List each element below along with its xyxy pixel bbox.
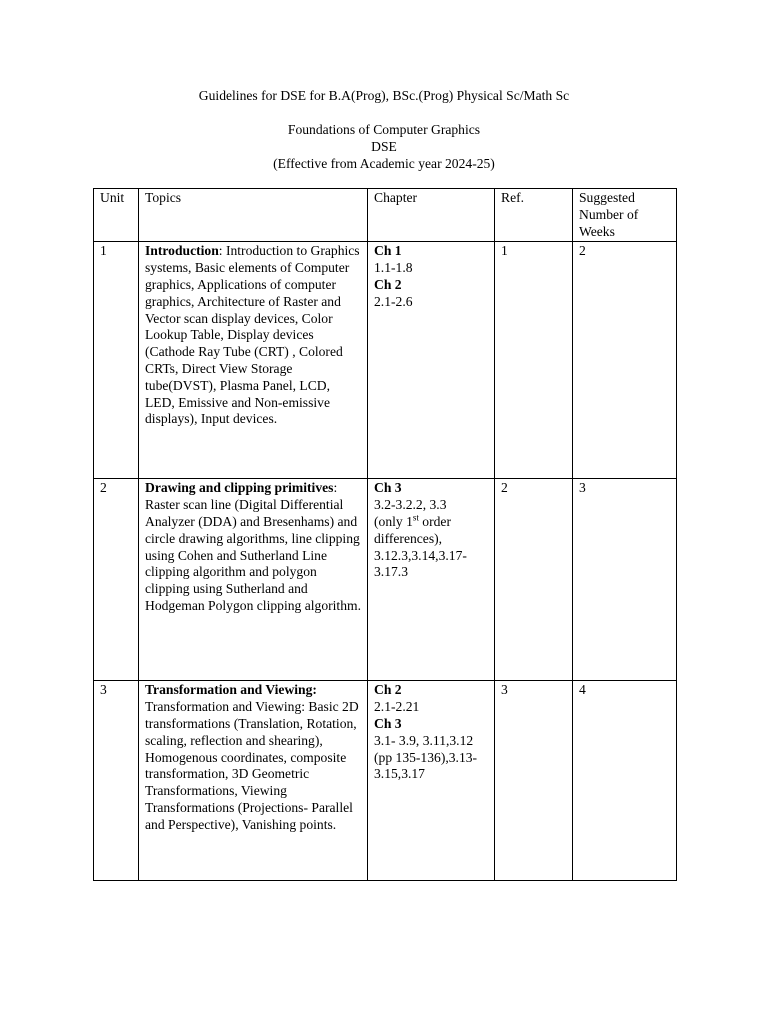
chapter-cell <box>368 242 495 479</box>
column-header-chapter: Chapter <box>368 189 495 242</box>
topic-body: Transformation and Viewing: Basic 2D transformations (Translation, Rotation, scaling, reflection and shearing), Homogenous coordinates, composite transformation, 3D Geometric Transformations, Viewing Transformations (Projections- Parallel and Perspective), Vanishing points. <box>145 699 359 832</box>
ref-cell: 3 <box>495 681 573 881</box>
unit-cell: 3 <box>94 681 139 881</box>
topic-heading: Introduction <box>145 243 219 259</box>
effective-year: (Effective from Academic year 2024-25) <box>273 156 495 171</box>
table-header-row <box>94 189 677 242</box>
column-header-topics: Topics <box>139 189 368 242</box>
ref-cell: 2 <box>495 479 573 681</box>
table-row <box>94 681 677 881</box>
chapter-note-superscript: st <box>412 512 419 523</box>
topic-body: : Raster scan line (Digital Differential Analyzer (DDA) and Bresenhams) and circle drawing algorithms, line clipping using Cohen and Sutherland Line clipping algorithm and polygon clipping using Sutherland and Hodgeman Polygon clipping algorithm. <box>145 480 361 613</box>
chapter-note-text: (only 1 <box>374 513 413 529</box>
table-row <box>94 242 677 479</box>
chapter-label: Ch 2 <box>374 276 402 292</box>
table-row <box>94 479 677 681</box>
ref-cell: 1 <box>495 242 573 479</box>
topics-cell <box>139 242 368 479</box>
chapter-sections: 3.1- 3.9, 3.11,3.12 (pp 135-136),3.13-3.15,3.17 <box>374 732 478 782</box>
chapter-sections: 3.2-3.2.2, 3.3 <box>374 497 447 513</box>
unit-cell: 1 <box>94 242 139 479</box>
chapter-cell <box>368 681 495 881</box>
chapter-label: Ch 3 <box>374 480 402 496</box>
unit-cell: 2 <box>94 479 139 681</box>
chapter-label: Ch 3 <box>374 715 402 731</box>
weeks-cell: 3 <box>573 479 677 681</box>
column-header-weeks: Suggested Number of Weeks <box>573 189 677 242</box>
column-header-ref: Ref. <box>495 189 573 242</box>
document-title: Guidelines for DSE for B.A(Prog), BSc.(Prog) Physical Sc/Math Sc <box>198 88 570 103</box>
topic-heading: Drawing and clipping primitives <box>145 480 334 496</box>
topic-heading: Transformation and Viewing: <box>145 682 317 698</box>
chapter-cell <box>368 479 495 681</box>
chapter-note-text: order differences), <box>374 513 451 546</box>
chapter-label: Ch 1 <box>374 243 402 259</box>
chapter-label: Ch 2 <box>374 682 402 698</box>
syllabus-table <box>93 188 677 881</box>
topic-body: : Introduction to Graphics systems, Basic elements of Computer graphics, Applications of computer graphics, Architecture of Raster and Vector scan display devices, Color Lookup Table, Display devices (Cathode Ray Tube (CRT) , Colored CRTs, Direct View Storage tube(DVST), Plasma Panel, LCD, LED, Emissive and Non-emissive displays), Input devices. <box>145 243 360 427</box>
chapter-sections: 3.12.3,3.14,3.17-3.17.3 <box>374 547 467 580</box>
chapter-sections: 1.1-1.8 <box>374 260 413 276</box>
course-type: DSE <box>371 139 397 154</box>
chapter-sections: 2.1-2.21 <box>374 699 420 715</box>
topics-cell <box>139 681 368 881</box>
weeks-cell: 2 <box>573 242 677 479</box>
topics-cell <box>139 479 368 681</box>
column-header-unit: Unit <box>94 189 139 242</box>
chapter-note <box>374 514 488 548</box>
chapter-sections: 2.1-2.6 <box>374 293 413 309</box>
course-title: Foundations of Computer Graphics <box>287 122 481 137</box>
weeks-cell: 4 <box>573 681 677 881</box>
